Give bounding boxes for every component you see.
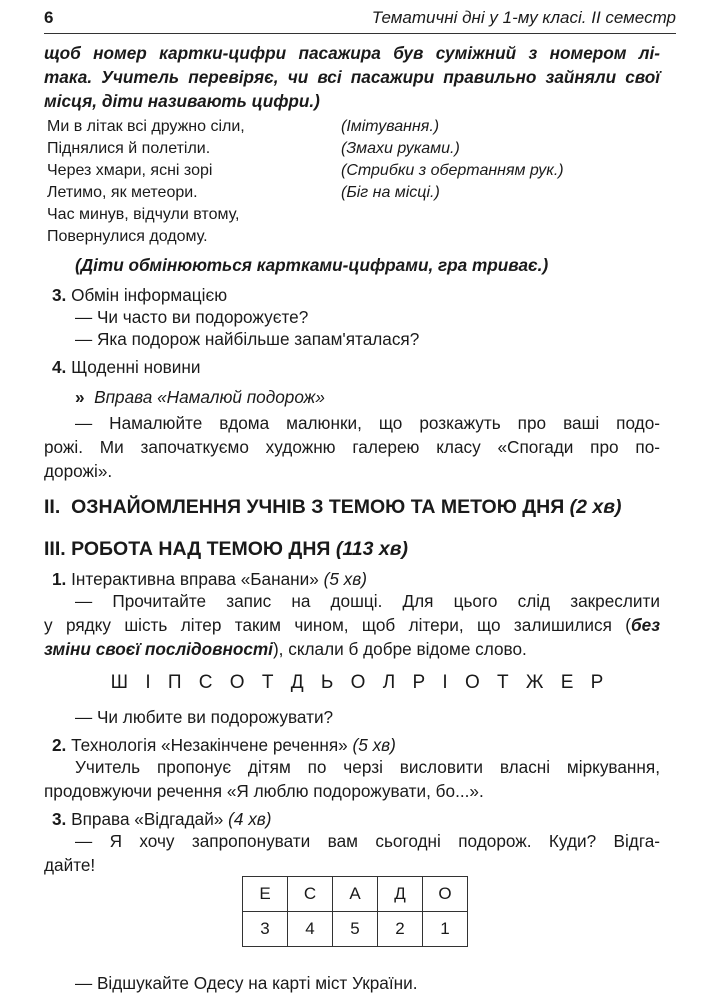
intro-line-2: така. Учитель перевіряє, чи всі пасажири правильно зайняли свої xyxy=(44,67,660,87)
puzzle-cell: Д xyxy=(378,877,423,912)
s3-item-2-text-1: Учитель пропонує дітям по черзі висловити власні міркування, xyxy=(75,757,660,777)
page-number: 6 xyxy=(44,8,54,27)
poem-line: Час минув, відчули втому, xyxy=(47,206,240,223)
s3-item-1-text-2: у рядку шість літер таким чином, щоб літери, що залишилися (без xyxy=(44,615,660,635)
poem-action: (Імітування.) xyxy=(341,118,440,135)
puzzle-cell: 5 xyxy=(333,912,378,947)
puzzle-cell: О xyxy=(423,877,468,912)
s3-item-1-text-1: — Прочитайте запис на дошці. Для цього слід закреслити xyxy=(75,591,660,611)
letter-sequence: Ш І П С О Т Д Ь О Л Р І О Т Ж Е Р xyxy=(110,672,610,693)
item-4-text-1: — Намалюйте вдома малюнки, що розкажуть про ваші подо- xyxy=(75,413,660,433)
running-title: Тематичні дні у 1-му класі. ІІ семестр xyxy=(371,8,676,27)
puzzle-letters-row xyxy=(243,877,468,912)
item-3-question-1: — Чи часто ви подорожуєте? xyxy=(75,307,309,327)
item-3-heading: 3. Обмін інформацією xyxy=(52,285,228,305)
puzzle-cell: 1 xyxy=(423,912,468,947)
running-header xyxy=(44,6,676,30)
s3-item-1-text-3: зміни своєї послідовності), склали б добре відоме слово. xyxy=(44,639,527,659)
puzzle-cell: 2 xyxy=(378,912,423,947)
intro-line-1: щоб номер картки-цифри пасажира був суміжний з номером лі- xyxy=(44,43,660,63)
poem-line: Повернулися додому. xyxy=(47,228,208,245)
puzzle-numbers-row xyxy=(243,912,468,947)
poem-action: (Біг на місці.) xyxy=(341,184,440,201)
exercise-title: » Вправа «Намалюй подорож» xyxy=(75,387,325,407)
item-4-text-2: рожі. Ми започаткуємо художню галерею класу «Спогади про по- xyxy=(44,437,660,457)
game-note: (Діти обмінюються картками-цифрами, гра триває.) xyxy=(75,255,549,275)
item-3-question-2: — Яка подорож найбільше запам'яталася? xyxy=(75,329,420,349)
intro-line-3: місця, діти називають цифри.) xyxy=(44,91,320,111)
final-instruction: — Відшукайте Одесу на карті міст України. xyxy=(75,973,418,993)
puzzle-cell: 4 xyxy=(288,912,333,947)
s3-item-2-text-2: продовжуючи речення «Я люблю подорожувати, бо...». xyxy=(44,781,484,801)
s3-item-3-heading: 3. Вправа «Відгадай» (4 хв) xyxy=(52,809,272,829)
poem-action: (Стрибки з обертанням рук.) xyxy=(341,162,564,179)
puzzle-cell: А xyxy=(333,877,378,912)
section-3-heading: III. РОБОТА НАД ТЕМОЮ ДНЯ (113 хв) xyxy=(44,538,408,560)
poem-action: (Змахи руками.) xyxy=(341,140,460,157)
s3-item-3-text-2: дайте! xyxy=(44,855,96,875)
puzzle-table xyxy=(242,876,468,947)
s3-item-2-heading: 2. Технологія «Незакінчене речення» (5 хв) xyxy=(52,735,396,755)
s3-item-1-question: — Чи любите ви подорожувати? xyxy=(75,707,334,727)
poem-line: Піднялися й полетіли. xyxy=(47,140,211,157)
poem-line: Ми в літак всі дружно сіли, xyxy=(47,118,245,135)
item-4-text-3: дорожі». xyxy=(44,461,113,481)
s3-item-3-text-1: — Я хочу запропонувати вам сьогодні подорож. Куди? Відга- xyxy=(75,831,660,851)
header-rule xyxy=(44,33,676,34)
section-2-heading: II. ОЗНАЙОМЛЕННЯ УЧНІВ З ТЕМОЮ ТА МЕТОЮ ДНЯ (2 хв) xyxy=(44,496,622,518)
puzzle-cell: 3 xyxy=(243,912,288,947)
puzzle-cell: С xyxy=(288,877,333,912)
double-arrow-icon: » xyxy=(75,387,85,407)
s3-item-1-heading: 1. Інтерактивна вправа «Банани» (5 хв) xyxy=(52,569,367,589)
item-4-heading: 4. Щоденні новини xyxy=(52,357,201,377)
puzzle-cell: Е xyxy=(243,877,288,912)
poem-line: Через хмари, ясні зорі xyxy=(47,162,213,179)
poem-line: Летимо, як метеори. xyxy=(47,184,198,201)
